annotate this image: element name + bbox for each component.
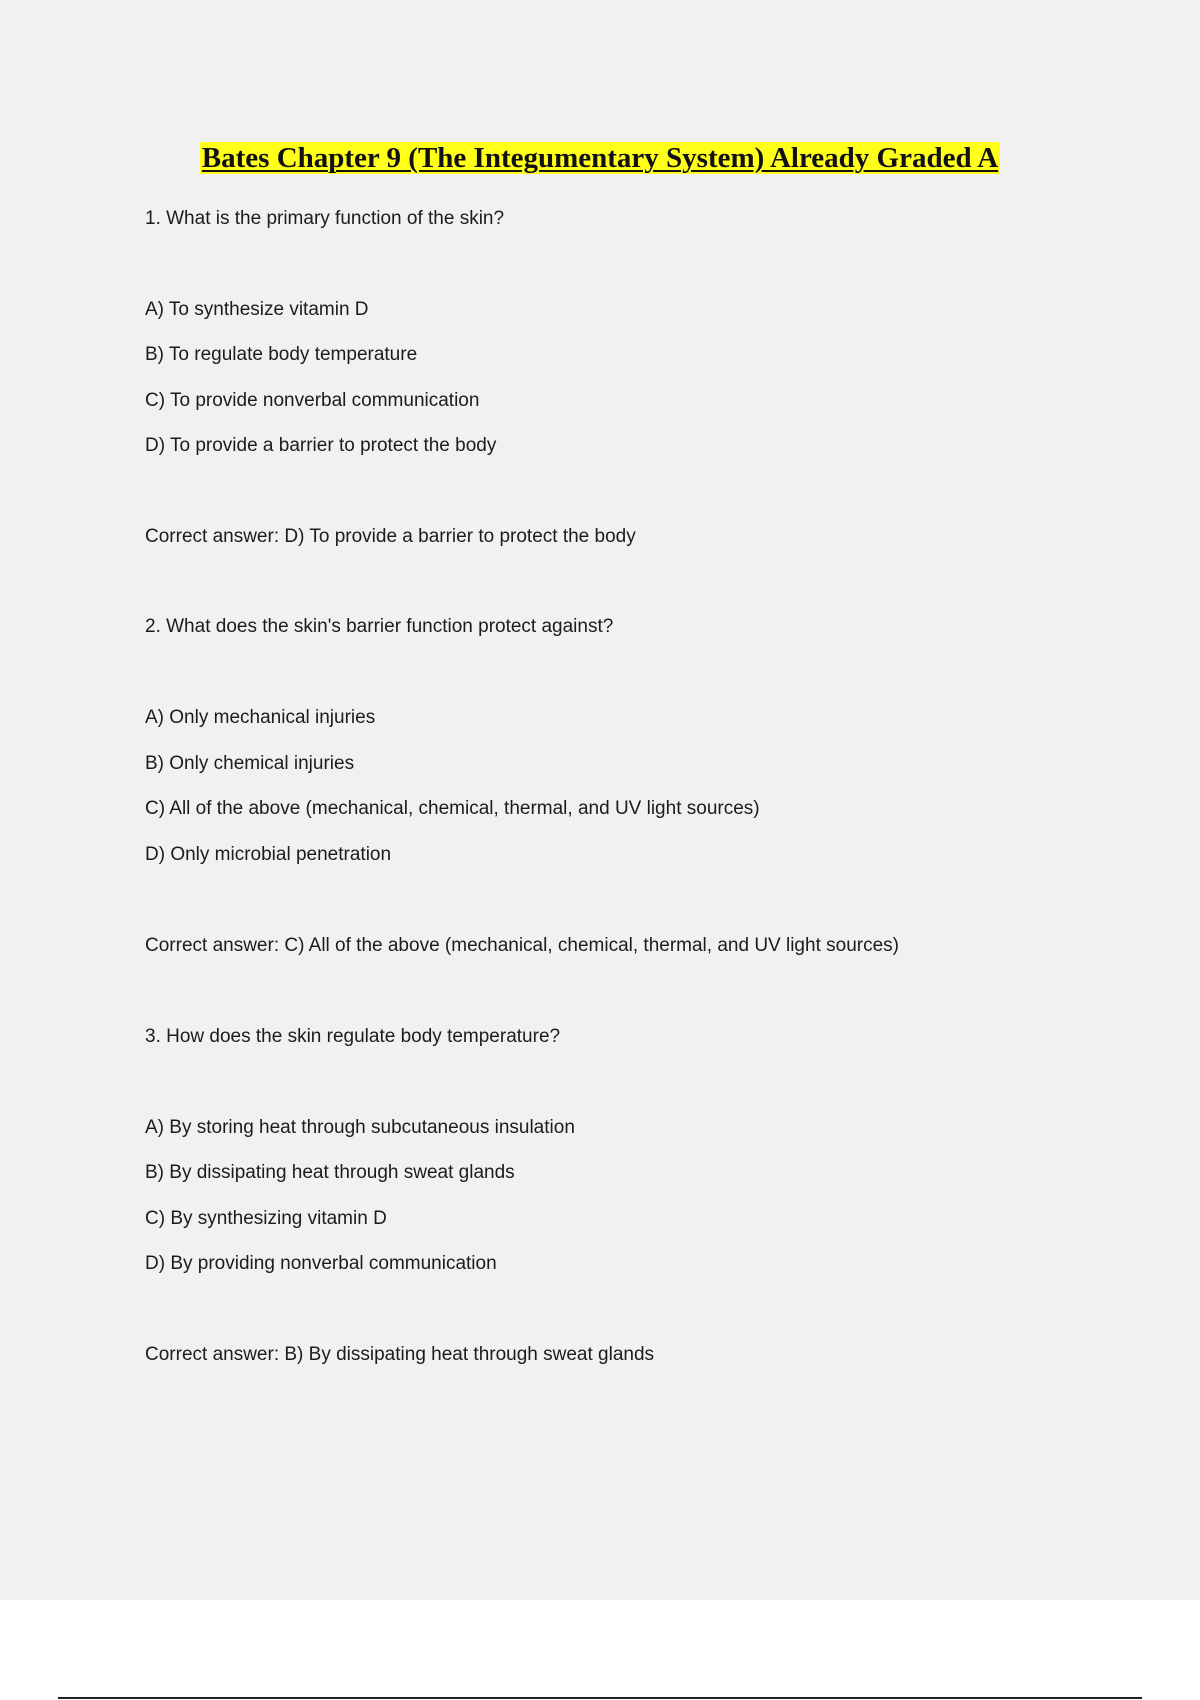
q2-correct-answer: Correct answer: C) All of the above (mechanical, chemical, thermal, and UV light sources) — [145, 935, 899, 956]
question-3: 3. How does the skin regulate body temperature? — [145, 1026, 561, 1047]
q2-option-d: D) Only microbial penetration — [145, 844, 392, 865]
question-2: 2. What does the skin's barrier function protect against? — [145, 616, 614, 637]
q3-option-a: A) By storing heat through subcutaneous insulation — [145, 1117, 575, 1138]
q3-option-c: C) By synthesizing vitamin D — [145, 1208, 387, 1229]
title-container — [0, 142, 1200, 175]
q1-option-a: A) To synthesize vitamin D — [145, 299, 369, 320]
q1-option-b: B) To regulate body temperature — [145, 344, 418, 365]
q2-option-a: A) Only mechanical injuries — [145, 707, 376, 728]
q1-correct-answer: Correct answer: D) To provide a barrier to protect the body — [145, 526, 636, 547]
document-title: Bates Chapter 9 (The Integumentary System) Already Graded A — [201, 142, 999, 174]
q2-option-b: B) Only chemical injuries — [145, 753, 355, 774]
q1-option-c: C) To provide nonverbal communication — [145, 390, 480, 411]
question-1: 1. What is the primary function of the skin? — [145, 208, 505, 229]
q3-option-b: B) By dissipating heat through sweat glands — [145, 1162, 515, 1183]
q3-correct-answer: Correct answer: B) By dissipating heat through sweat glands — [145, 1344, 655, 1365]
q1-option-d: D) To provide a barrier to protect the body — [145, 435, 497, 456]
footer-divider — [58, 1697, 1142, 1699]
q3-option-d: D) By providing nonverbal communication — [145, 1253, 497, 1274]
q2-option-c: C) All of the above (mechanical, chemical, thermal, and UV light sources) — [145, 798, 760, 819]
